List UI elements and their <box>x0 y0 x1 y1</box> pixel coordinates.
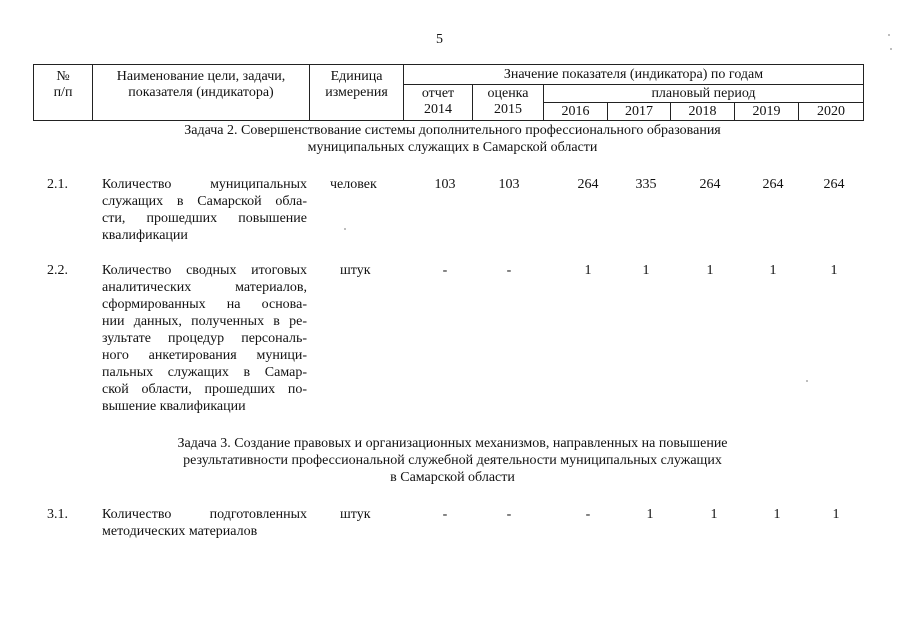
header-name-line1: Наименование цели, задачи, <box>116 69 286 84</box>
value-2014: 103 <box>434 177 456 192</box>
row-number: 3.1. <box>47 507 68 522</box>
row-number: 2.2. <box>47 263 68 278</box>
scan-speck <box>806 380 808 382</box>
row-unit: штук <box>340 263 371 278</box>
header-report-year: 2014 <box>424 102 452 117</box>
value-2017: 335 <box>635 177 657 192</box>
value-2015: 103 <box>498 177 520 192</box>
value-2018: 264 <box>699 177 721 192</box>
table-header <box>33 64 864 121</box>
header-name-line2: показателя (индикатора) <box>128 85 274 100</box>
scan-speck <box>344 228 346 230</box>
task3-line3: в Самарской области <box>390 470 515 485</box>
row-unit: человек <box>330 177 377 192</box>
row-unit: штук <box>340 507 371 522</box>
value-2017: 1 <box>646 507 654 522</box>
value-2020: 1 <box>832 507 840 522</box>
header-year-2016: 2016 <box>544 103 608 121</box>
value-2014: - <box>442 507 448 522</box>
header-plan-period <box>544 85 864 103</box>
header-estimate-year: 2015 <box>494 102 522 117</box>
scan-speck <box>890 48 892 50</box>
value-2014: - <box>442 263 448 278</box>
value-2019: 1 <box>769 263 777 278</box>
header-year-2017: 2017 <box>608 103 671 121</box>
header-col-num <box>34 65 93 121</box>
value-2020: 264 <box>823 177 845 192</box>
task3-heading <box>0 435 905 486</box>
task3-line1: Задача 3. Создание правовых и организационных механизмов, направленных на повышение <box>177 436 728 451</box>
row-name: Количество сводных итоговых аналитических материалов, сформированных на основа- нии данных, полученных в ре- зультате процедур персональ- ного анкетирования муници- пальных служащих в Самар- ской области, прошедших по- вышение квалификации <box>102 263 307 414</box>
task2-line2: муниципальных служащих в Самарской области <box>307 140 598 155</box>
task3-line2: результативности профессиональной служебной деятельности муниципальных служащих <box>183 453 722 468</box>
value-2019: 264 <box>762 177 784 192</box>
value-2018: 1 <box>710 507 718 522</box>
header-col-unit <box>310 65 404 121</box>
header-unit-line1: Единица <box>330 69 383 84</box>
header-year-2019: 2019 <box>735 103 799 121</box>
header-col-report <box>404 85 473 121</box>
header-col-name <box>93 65 310 121</box>
value-2016: - <box>585 507 591 522</box>
value-2015: - <box>506 263 512 278</box>
value-2018: 1 <box>706 263 714 278</box>
value-2020: 1 <box>830 263 838 278</box>
value-2016: 1 <box>584 263 592 278</box>
row-name: Количество муниципальных служащих в Самарской обла- сти, прошедших повышение квалификации <box>102 177 307 243</box>
scan-speck <box>888 34 890 36</box>
header-num-line1: № <box>56 69 70 84</box>
header-estimate-label: оценка <box>487 86 529 101</box>
row-number: 2.1. <box>47 177 68 192</box>
task2-line1: Задача 2. Совершенствование системы дополнительного профессионального образования <box>184 123 721 138</box>
header-year-2020: 2020 <box>799 103 864 121</box>
header-num-line2: п/п <box>53 85 73 100</box>
header-col-values <box>404 65 864 85</box>
header-report-label: отчет <box>421 86 455 101</box>
header-values-label: Значение показателя (индикатора) по годам <box>503 67 764 82</box>
value-2019: 1 <box>773 507 781 522</box>
value-2015: - <box>506 507 512 522</box>
task2-heading <box>0 122 905 156</box>
header-plan-period-label: плановый период <box>651 86 756 101</box>
value-2017: 1 <box>642 263 650 278</box>
header-unit-line2: измерения <box>325 85 388 100</box>
value-2016: 264 <box>577 177 599 192</box>
header-year-2018: 2018 <box>671 103 735 121</box>
header-col-estimate <box>473 85 544 121</box>
row-name: Количество подготовленных методических материалов <box>102 507 307 539</box>
page-number: 5 <box>436 32 443 47</box>
